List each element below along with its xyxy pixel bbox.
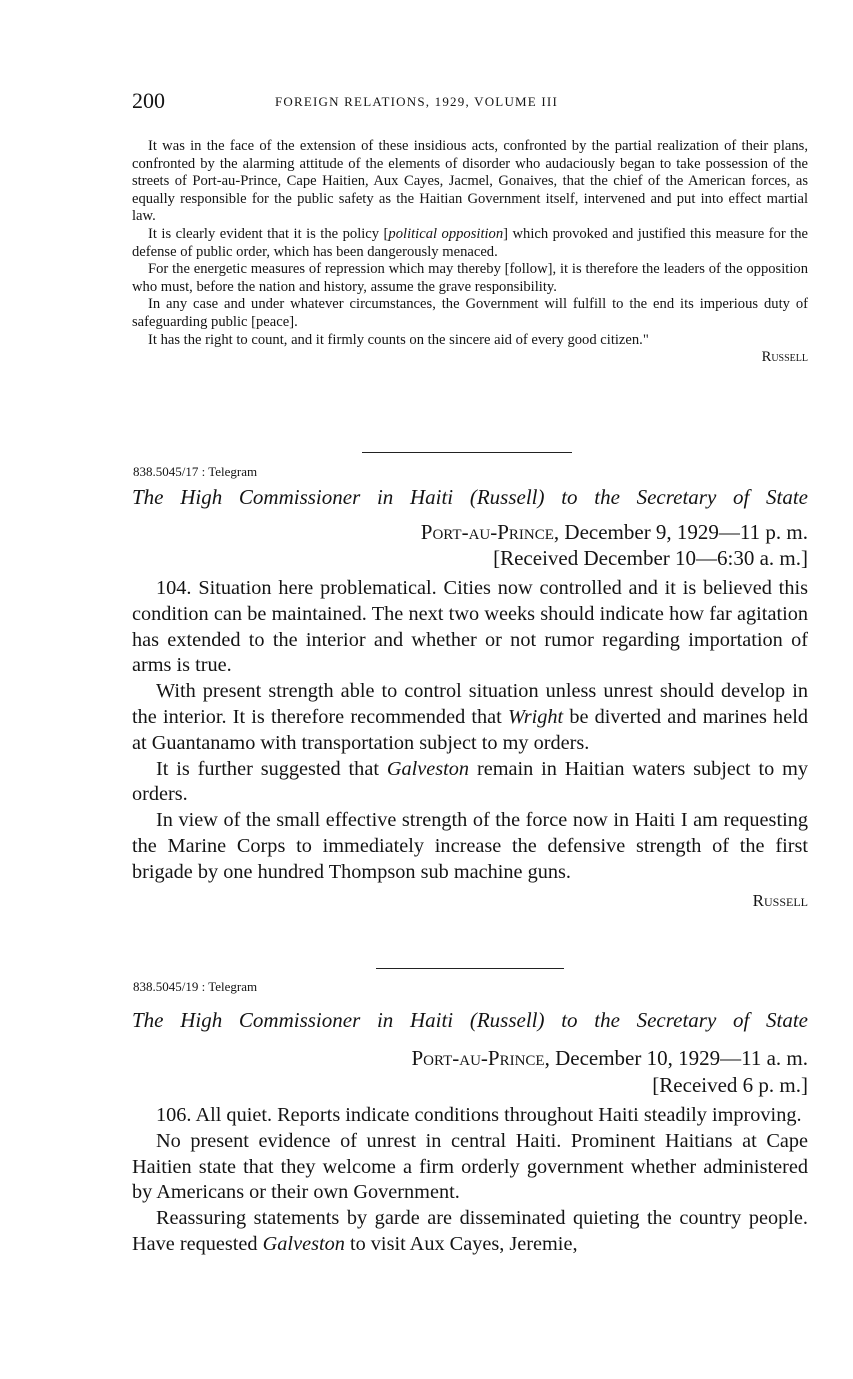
continued-proclamation-text xyxy=(132,138,808,367)
telegram-paragraphs xyxy=(132,1103,808,1258)
italic-text: Russell xyxy=(476,485,538,509)
document-title xyxy=(132,1008,808,1033)
text-run: No present evidence of unrest in central Haiti. Prominent Haitians at Cape Haitien state that they welcome a firm orderly government whether administered by Americans or their own Government. xyxy=(132,1129,808,1204)
dateline xyxy=(421,520,808,545)
text-run: remain in Haitian waters subject to my orders. xyxy=(132,757,808,806)
italic-text: Galveston xyxy=(262,1232,345,1255)
text-run: be diverted and marines held at Guantanamo with transportation subject to my orders. xyxy=(132,705,808,754)
paragraph xyxy=(132,138,808,226)
telegram-paragraphs xyxy=(132,576,808,886)
paragraph xyxy=(132,1129,808,1206)
text-run: 106. All quiet. Reports indicate conditions throughout Haiti steadily improving. xyxy=(156,1104,802,1126)
text-run: It is further suggested that xyxy=(156,757,387,780)
paragraph xyxy=(132,226,808,261)
dateline-place: Port-au-Prince xyxy=(420,520,554,544)
telegram-body xyxy=(132,1103,808,1258)
dateline-date: , December 10, 1929—11 a. m. xyxy=(544,1046,808,1070)
text-run: ) to the Secretary of State xyxy=(537,485,808,509)
text-run: 104. Situation here problematical. Cities now controlled and it is believed this condition can be maintained. The next two weeks should indicate how far agitation has extended to the interior and whether or not rumor regarding importation of arms is true. xyxy=(132,577,808,677)
page-number: 200 xyxy=(132,88,165,113)
italic-text: Wright xyxy=(507,705,564,728)
text-run: In view of the small effective strength of the force now in Haiti I am requesting the Marine Corps to immediately increase the defensive strength of the first brigade by one hundred Thompson sub machine guns. xyxy=(132,809,808,883)
file-number: 838.5045/19 : Telegram xyxy=(133,979,258,994)
italic-text: political opposition xyxy=(388,225,504,242)
received-note: [Received 6 p. m.] xyxy=(652,1073,808,1097)
received-note: [Received December 10—6:30 a. m.] xyxy=(493,546,808,570)
text-run: Reassuring statements by garde are disseminated quieting the country people. Have requested xyxy=(132,1207,808,1255)
signature-russell-2: Russell xyxy=(752,890,808,910)
paragraph xyxy=(132,332,808,350)
paragraph xyxy=(132,1103,808,1129)
signature-russell-1: Russell xyxy=(761,349,808,366)
file-number: 838.5045/17 : Telegram xyxy=(133,464,258,479)
text-run: ) to the Secretary of State xyxy=(537,1008,808,1032)
text-run: It has the right to count, and it firmly counts on the sincere aid of every good citizen." xyxy=(148,331,649,348)
section-divider xyxy=(362,452,572,453)
italic-text: Galveston xyxy=(386,757,470,780)
document-title xyxy=(132,485,808,510)
paragraph xyxy=(132,757,808,809)
running-head: FOREIGN RELATIONS, 1929, VOLUME III xyxy=(275,94,558,109)
text-run: With present strength able to control situation unless unrest should develop in the interior. It is therefore recommended that xyxy=(132,680,808,728)
dateline xyxy=(411,1046,808,1071)
paragraph xyxy=(132,679,808,756)
text-run: In any case and under whatever circumstances, the Government will fulfill to the end its imperious duty of safeguarding public [peace]. xyxy=(132,296,808,330)
section-divider xyxy=(376,968,564,969)
text-run: ] which provoked and justified this measure for the defense of public order, which has been dangerously menaced. xyxy=(132,225,808,260)
continued-paragraphs xyxy=(132,138,808,349)
paragraph xyxy=(132,576,808,679)
paragraph xyxy=(132,296,808,331)
paragraph xyxy=(132,261,808,296)
text-run: For the energetic measures of repression which may thereby [follow], it is therefore the leaders of the opposition who must, before the nation and history, assume the grave responsibility. xyxy=(132,261,808,295)
text-run: The High Commissioner in Haiti ( xyxy=(132,1008,477,1032)
text-run: It is clearly evident that it is the policy [ xyxy=(148,225,389,242)
page-header xyxy=(132,88,808,118)
paragraph xyxy=(132,1206,808,1258)
text-run: to visit Aux Cayes, Jeremie, xyxy=(344,1232,578,1255)
text-run: It was in the face of the extension of these insidious acts, confronted by the partial realization of their plans, confronted by the alarming attitude of the elements of disorder who audaciously began to take possession of the streets of Port-au-Prince, Cape Haitien, Aux Cayes, Jacmel, Gonaives, that the chief of the American forces, as equally responsible for the public safety as the Haitian Government itself, intervened and put into effect martial law. xyxy=(132,138,808,225)
telegram-body xyxy=(132,576,808,913)
paragraph xyxy=(132,808,808,885)
italic-text: Russell xyxy=(476,1008,538,1032)
dateline-place: Port-au-Prince xyxy=(411,1046,545,1070)
text-run: The High Commissioner in Haiti ( xyxy=(132,485,477,509)
dateline-date: , December 9, 1929—11 p. m. xyxy=(553,520,808,544)
